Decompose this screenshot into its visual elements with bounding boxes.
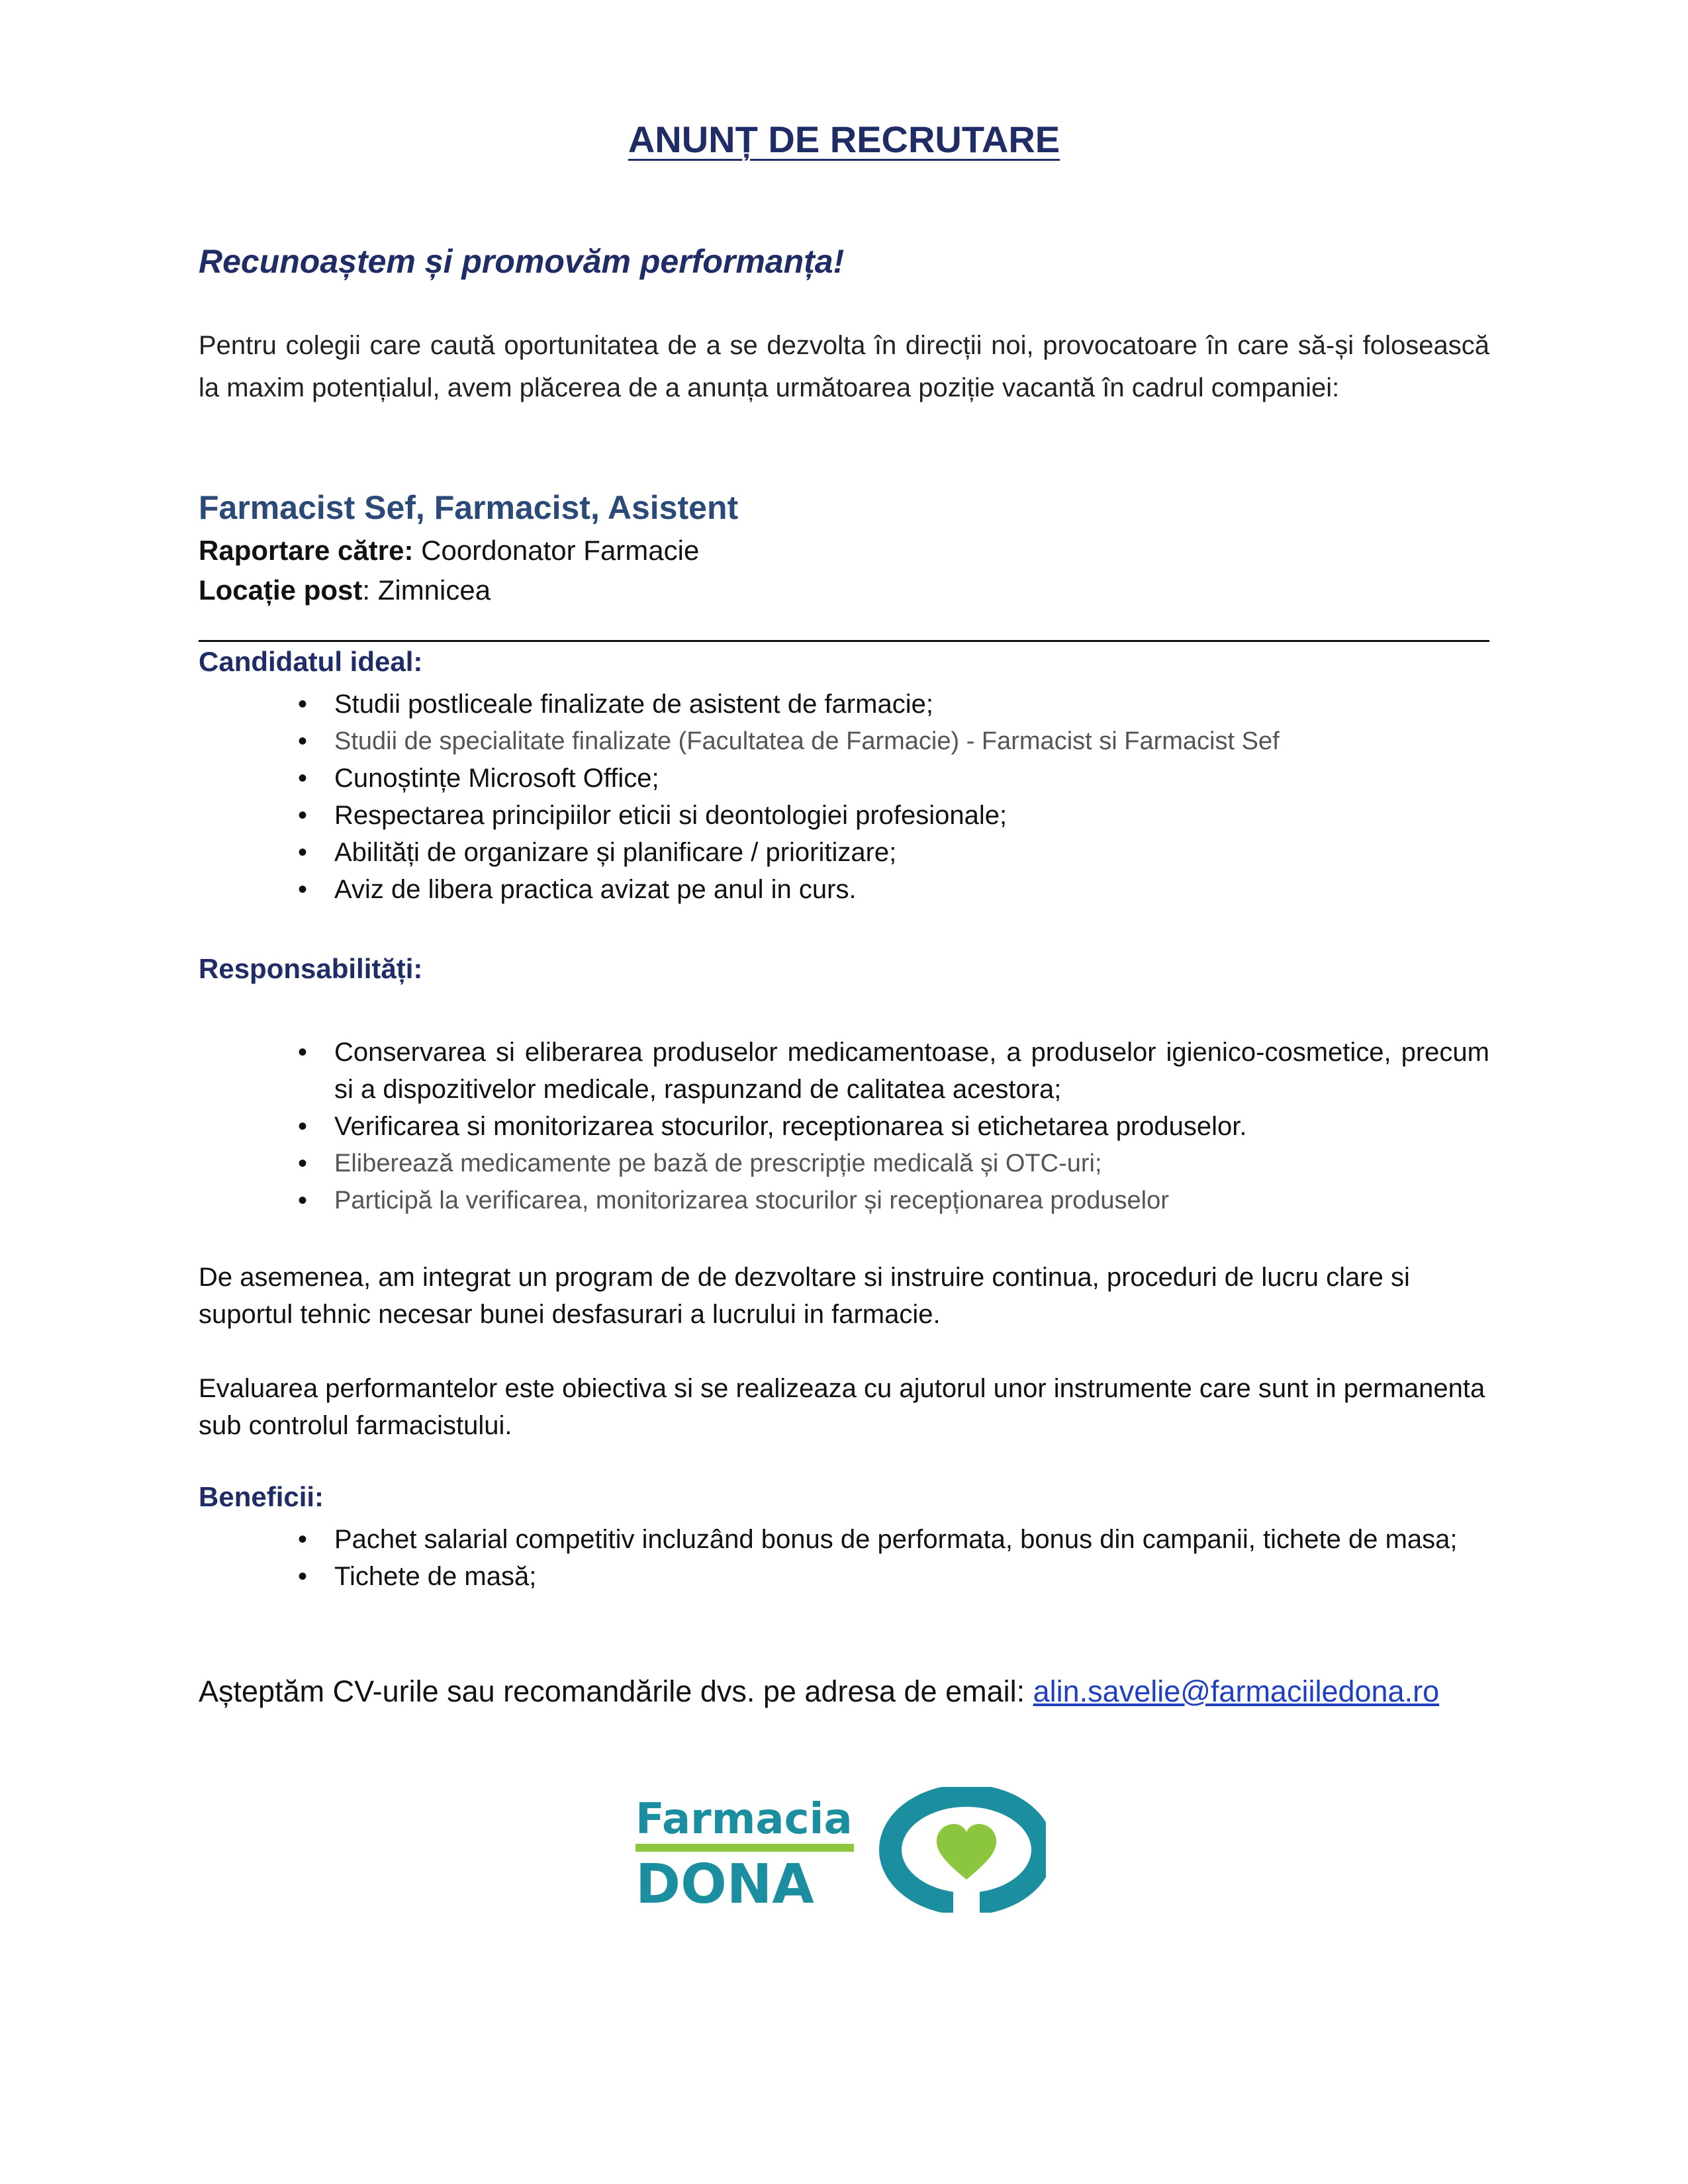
benefits-heading: Beneficii: (199, 1481, 324, 1512)
bullet-icon: • (298, 801, 308, 830)
contact-line (199, 1674, 1439, 1709)
benefits-list (298, 1521, 1489, 1595)
contact-text: Așteptăm CV-urile sau recomandările dvs. pe adresa de email: (199, 1674, 1033, 1708)
bullet-icon: • (298, 875, 308, 904)
bullet-icon: • (298, 1038, 308, 1067)
logo-ring-gap (953, 1886, 980, 1913)
list-item: • Participă la verificarea, monitorizarea stocurilor și recepționarea produselor (298, 1182, 1489, 1219)
reporting-line (199, 535, 699, 567)
email-link[interactable]: alin.savelie@farmaciiledona.ro (1033, 1674, 1440, 1708)
position-title: Farmacist Sef, Farmacist, Asistent (199, 489, 739, 526)
bullet-icon: • (298, 764, 308, 793)
logo-graphic (635, 1787, 1046, 1913)
bullet-icon: • (298, 1149, 308, 1178)
reporting-label: Raportare către: (199, 535, 414, 566)
location-value: : Zimnicea (362, 574, 491, 606)
list-item: • Aviz de libera practica avizat pe anul in curs. (298, 871, 1489, 908)
bullet-icon: • (298, 1562, 308, 1591)
bullet-icon: • (298, 1186, 308, 1215)
responsibilities-heading: Responsabilități: (199, 953, 423, 984)
intro-paragraph: Pentru colegii care caută oportunitatea de a se dezvolta în direcții noi, provocatoare în care să-și folosească la maxim potențialul, avem plăcerea de a anunța următoarea poziție vacantă în cadrul companiei: (199, 331, 1489, 402)
heart-icon (937, 1824, 996, 1880)
document-title: ANUNȚ DE RECRUTARE (628, 118, 1060, 160)
reporting-value: Coordonator Farmacie (413, 535, 700, 566)
list-item: • Cunoștințe Microsoft Office; (298, 760, 1489, 797)
list-item: • Conservarea si eliberarea produselor medicamentoase, a produselor igienico-cosmetice, precum si a dispozitivelor medicale, raspunzand de calitatea acestora; (298, 1034, 1489, 1108)
bullet-icon: • (298, 838, 308, 867)
list-item: • Verificarea si monitorizarea stocurilor, receptionarea si etichetarea produselor. (298, 1108, 1489, 1145)
evaluation-paragraph: Evaluarea performantelor este obiectiva si se realizeaza cu ajutorul unor instrumente care sunt in permanenta sub controlul farmacistului. (199, 1374, 1485, 1440)
list-item: • Studii postliceale finalizate de asistent de farmacie; (298, 686, 1489, 723)
list-item: • Studii de specialitate finalizate (Facultatea de Farmacie) - Farmacist si Farmacist Sef (298, 723, 1489, 760)
bullet-icon: • (298, 690, 308, 719)
logo-line1: Farmacia (635, 1795, 853, 1844)
list-item: • Abilități de organizare și planificare / prioritizare; (298, 834, 1489, 871)
location-label: Locație post (199, 574, 363, 606)
list-item: • Pachet salarial competitiv incluzând bonus de performata, bonus din campanii, tichete de masa; (298, 1521, 1489, 1558)
ideal-candidate-list (298, 686, 1489, 908)
development-paragraph: De asemenea, am integrat un program de de dezvoltare si instruire continua, proceduri de lucru clare si suportul tehnic necesar bunei desfasurari a lucrului in farmacie. (199, 1263, 1410, 1329)
logo-line2: DONA (635, 1853, 814, 1913)
logo-green-bar (635, 1844, 854, 1852)
list-item: • Respectarea principiilor eticii si deontologiei profesionale; (298, 797, 1489, 834)
responsibilities-list (298, 1034, 1489, 1219)
farmacia-dona-logo (635, 1787, 1046, 1913)
tagline: Recunoaștem și promovăm performanța! (199, 243, 845, 280)
bullet-icon: • (298, 1525, 308, 1554)
bullet-icon: • (298, 727, 308, 756)
horizontal-divider (199, 640, 1489, 642)
location-line (199, 574, 491, 606)
ideal-candidate-heading: Candidatul ideal: (199, 646, 423, 677)
bullet-icon: • (298, 1112, 308, 1141)
list-item: • Eliberează medicamente pe bază de prescripție medicală și OTC-uri; (298, 1145, 1489, 1182)
list-item: • Tichete de masă; (298, 1558, 1489, 1595)
